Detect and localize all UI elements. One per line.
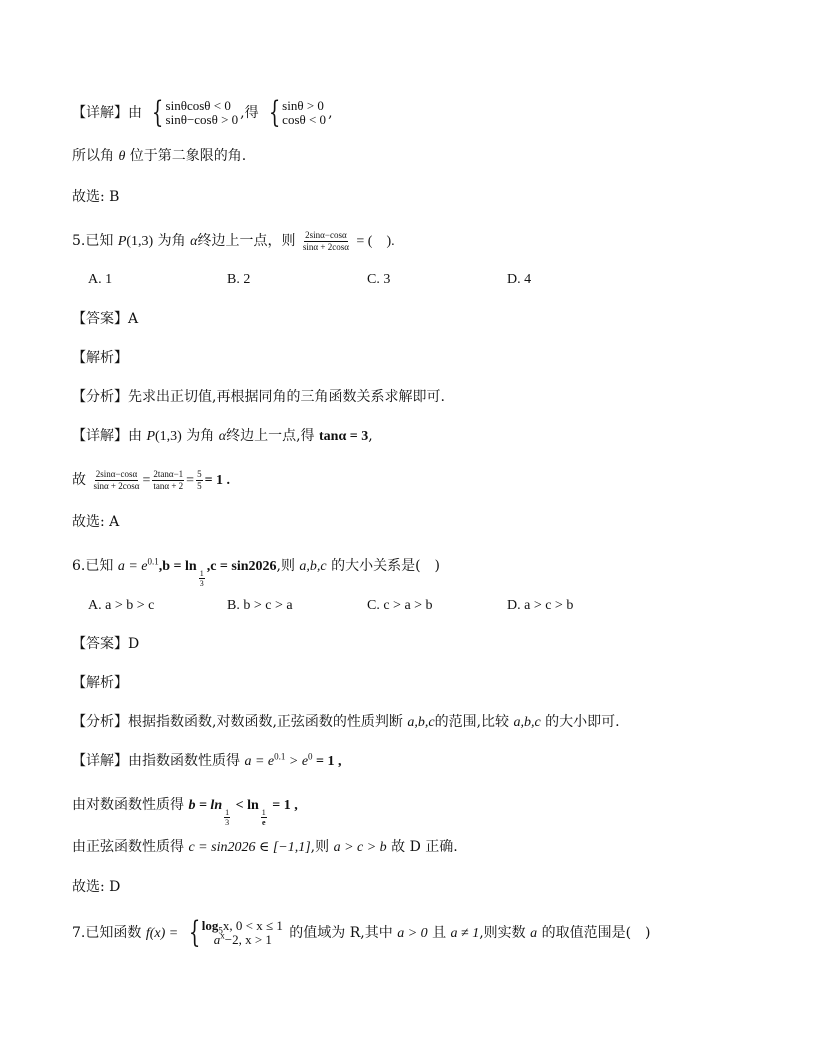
q7-piece-1	[201, 918, 283, 936]
q5-comp-frac1	[92, 469, 140, 492]
q6-d1-exp2: 0	[308, 751, 313, 762]
q5-comp-frac1-num: 2sinα−cosα	[95, 468, 138, 479]
q6-d2-sub2-den: e	[261, 818, 266, 827]
q6-d2-sub1-num: 1	[225, 808, 230, 817]
q6-d2-sub2	[261, 808, 267, 827]
q6-detail-1	[72, 751, 342, 772]
q5-detail-end: ,	[368, 428, 373, 444]
q7-mid: 的值域为 R,其中	[289, 925, 393, 941]
q5-mid2: 终边上一点，则	[197, 233, 296, 249]
q5-comp-frac2	[152, 469, 184, 492]
q5-option-d[interactable]: D. 4	[507, 272, 532, 287]
q5-detail-by: 由	[128, 428, 142, 444]
q6-d2-pre: 由对数函数性质得	[72, 797, 184, 813]
q5-detail-tag: 【详解】	[72, 428, 128, 444]
q6-d3-mid: ,则	[310, 839, 330, 855]
q6-option-a[interactable]: A. a > b > c	[88, 598, 155, 613]
question-7	[72, 916, 651, 950]
q6-d1-end: = 1 ,	[312, 754, 342, 769]
q6-abc: a,b,c	[299, 559, 327, 574]
q5-comp-frac2-num: 2tanα−1	[153, 468, 184, 479]
q5-detail-coords: (1,3)	[155, 429, 182, 444]
q7-r1-sub: 5	[218, 925, 223, 936]
conclusion-pre: 所以角	[72, 148, 114, 164]
q7-post: ,则实数	[479, 925, 526, 941]
q5-fraction	[302, 230, 350, 253]
left-brace-icon: {	[152, 95, 164, 130]
end-comma: ,	[328, 105, 333, 121]
q5-option-a[interactable]: A. 1	[88, 272, 113, 287]
q7-a: a	[530, 926, 538, 941]
q6-choose: 故选: D	[72, 879, 121, 895]
q7-piecewise	[185, 915, 283, 950]
system2-row2: cosθ < 0	[282, 112, 327, 127]
q6-d1-pre: 由指数函数性质得	[128, 753, 240, 769]
q5-option-c[interactable]: C. 3	[367, 272, 391, 287]
left-brace-icon: {	[188, 915, 200, 950]
q5-option-b[interactable]: B. 2	[227, 272, 251, 287]
q6-d2-sub1	[224, 808, 230, 827]
q6-detail-2	[72, 792, 298, 827]
q7-cond1: a > 0	[397, 926, 428, 941]
left-brace-icon: {	[268, 95, 281, 130]
q6-d3-order: a > c > b	[333, 840, 387, 855]
q6-analysis-end: 的大小即可.	[545, 714, 620, 730]
q6-b-sub	[199, 569, 205, 588]
q7-r1-rest: x, 0 < x ≤ 1	[222, 918, 283, 933]
q5-detail-mid1: 为角	[186, 428, 215, 444]
q5-so: 故	[72, 472, 86, 488]
q5-comp-frac2-den: tanα + 2	[153, 480, 184, 491]
q6-d1-exp: 0.1	[274, 751, 286, 762]
q6-number: 6.	[72, 558, 86, 574]
q6-post: ,则	[276, 558, 295, 574]
q5-alpha: α	[190, 234, 198, 249]
q5-coords: (1,3)	[126, 234, 154, 249]
q5-analysis-tag: 【解析】	[72, 350, 128, 366]
conclusion-post: 位于第二象限的角.	[129, 148, 247, 164]
q5-detail-alpha: α	[218, 429, 227, 444]
q6-a-def: a = e	[117, 559, 148, 574]
q6-a-exp: 0.1	[147, 556, 159, 567]
q6-option-b[interactable]: B. b > c > a	[227, 598, 293, 613]
q5-end: = ( ).	[356, 234, 395, 249]
q5-frac-den: sinα + 2cosα	[302, 241, 349, 252]
q5-comp-frac3	[196, 469, 203, 492]
q7-r2-sup: x	[220, 930, 225, 941]
q5-comp-frac1-den: sinα + 2cosα	[93, 480, 140, 491]
q6-d2-math: b = ln	[188, 798, 223, 813]
choose-b-line: 故选: B	[72, 189, 120, 205]
q6-d3-end: 故 D 正确.	[391, 839, 458, 855]
q6-analysis	[72, 712, 620, 733]
q5-number: 5.	[72, 233, 86, 249]
q6-answer: 【答案】D	[72, 636, 140, 652]
q5-detail-tan: tanα = 3	[319, 429, 369, 444]
q6-options	[88, 596, 688, 616]
q6-b-def: ,b = ln	[158, 559, 197, 574]
q7-and: 且	[432, 925, 447, 941]
system2-row1: sinθ > 0	[282, 98, 324, 113]
q5-answer: 【答案】A	[72, 311, 139, 327]
detail-line-system	[72, 95, 333, 130]
get-text: ,得	[240, 105, 259, 121]
q6-d2-sub1-den: 3	[225, 818, 230, 827]
by-text: 由	[128, 105, 142, 121]
q5-choose: 故选: A	[72, 514, 120, 530]
inequality-system-2	[265, 95, 327, 130]
q7-piece-2	[202, 930, 283, 947]
q5-point: P	[117, 234, 127, 249]
q6-analysis-pre: 【分析】根据指数函数,对数函数,正弦函数的性质判断	[72, 714, 403, 730]
theta-symbol: θ	[118, 149, 126, 164]
q7-fx: f(x) =	[145, 926, 179, 941]
system1-row2: sinθ−cosθ > 0	[165, 112, 239, 127]
q6-c-def: ,c = sin2026	[206, 559, 277, 574]
q5-options	[88, 270, 688, 290]
q6-d3-pre: 由正弦函数性质得	[72, 839, 184, 855]
equals-sign: =	[186, 473, 195, 488]
q6-detail-tag: 【详解】	[72, 753, 128, 769]
q6-analysis-abc1: a,b,c	[407, 715, 435, 730]
q5-mid1: 为角	[157, 233, 186, 249]
question-5	[72, 228, 395, 254]
q6-detail-3	[72, 837, 458, 858]
q6-end: 的大小关系是( )	[331, 558, 441, 574]
q6-d1-rest: > e	[285, 754, 309, 769]
q5-result: = 1 .	[204, 473, 231, 488]
q5-frac-num: 2sinα−cosα	[305, 229, 347, 240]
q6-analysis-mid: 的范围,比较	[434, 714, 510, 730]
q5-analysis: 【分析】先求出正切值,再根据同角的三角函数关系求解即可.	[72, 389, 445, 405]
q7-number: 7.	[72, 925, 86, 941]
system1-row1: sinθcosθ < 0	[165, 98, 231, 113]
q5-comp-frac3-num: 5	[197, 468, 202, 479]
q5-pre: 已知	[85, 233, 114, 249]
q6-option-d[interactable]: D. a > c > b	[507, 598, 574, 613]
q7-r2: a	[213, 932, 221, 947]
question-6	[72, 553, 441, 588]
q5-computation	[72, 467, 230, 493]
inequality-system-1	[148, 95, 239, 130]
q6-analysis-tag: 【解析】	[72, 675, 128, 691]
q6-b-sub-num: 1	[199, 569, 204, 578]
detail-tag: 【详解】	[72, 105, 128, 121]
conclusion-line	[72, 146, 246, 167]
q7-r1: log	[201, 918, 219, 933]
q6-option-c[interactable]: C. c > a > b	[367, 598, 433, 613]
q5-detail-point: P	[146, 429, 156, 444]
q5-detail-mid2: 终边上一点,得	[226, 428, 315, 444]
q6-b-sub-den: 3	[199, 579, 204, 588]
q6-d2-lt: < ln	[232, 798, 259, 813]
q6-analysis-abc2: a,b,c	[513, 715, 541, 730]
q6-d1-math: a = e	[244, 754, 275, 769]
q6-pre: 已知	[85, 558, 114, 574]
q6-d2-end: = 1 ,	[268, 798, 298, 813]
q6-d3-math: c = sin2026 ∈ [−1,1]	[188, 840, 311, 855]
q5-comp-frac3-den: 5	[197, 480, 202, 491]
q7-pre: 已知函数	[85, 925, 142, 941]
q5-detail	[72, 426, 373, 447]
q7-r2-rest: −2, x > 1	[224, 932, 272, 947]
equals-sign: =	[142, 473, 151, 488]
q7-cond2: a ≠ 1	[450, 926, 480, 941]
q6-d2-sub2-num: 1	[261, 808, 266, 817]
q7-end: 的取值范围是( )	[541, 925, 651, 941]
